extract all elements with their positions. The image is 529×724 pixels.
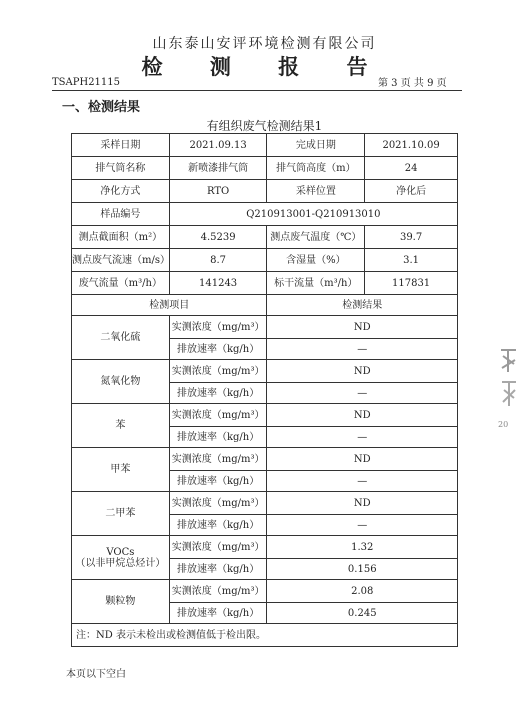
stack-height-label: 排气筒高度（m） [267,157,365,180]
conc-value: ND [267,360,458,383]
table-row [72,203,458,226]
rate-label: 排放速率（kg/h） [169,603,267,624]
conc-label: 实测浓度（mg/m³） [169,404,267,427]
rate-label: 排放速率（kg/h） [169,383,267,404]
moisture-value: 3.1 [365,249,458,272]
purify-label: 净化方式 [72,180,170,203]
start-date-label: 采样日期 [72,134,170,157]
area-value: 4.5239 [169,226,267,249]
position-label: 采样位置 [267,180,365,203]
document-number: TSAPH21115 [52,77,121,88]
rate-label: 排放速率（kg/h） [169,515,267,536]
seam-stamp-image [498,346,520,416]
stack-height-value: 24 [365,157,458,180]
table-row [72,360,458,383]
temp-label: 测点废气温度（℃） [267,226,365,249]
dry-flow-value: 117831 [365,272,458,295]
end-date-value: 2021.10.09 [365,134,458,157]
table-row [72,180,458,203]
conc-label: 实测浓度（mg/m³） [169,316,267,339]
conc-label: 实测浓度（mg/m³） [169,536,267,559]
table-row [72,134,458,157]
conc-value: ND [267,492,458,515]
section-title: 一、检测结果 [62,100,141,115]
results-table [71,133,458,647]
header-divider [52,90,462,91]
table-row [72,316,458,339]
table-row [72,404,458,427]
table-row [72,157,458,180]
table-note: 注：ND 表示未检出或检测值低于检出限。 [72,624,458,647]
conc-value: 1.32 [267,536,458,559]
conc-value: ND [267,316,458,339]
pollutant-name: 苯 [72,404,170,448]
moisture-label: 含湿量（%） [267,249,365,272]
table-row [72,580,458,603]
rate-label: 排放速率（kg/h） [169,559,267,580]
table-row [72,492,458,515]
conc-value: ND [267,448,458,471]
rate-value: — [267,471,458,492]
dry-flow-label: 标干流量（m³/h） [267,272,365,295]
report-title: 检 测 报 告 [141,54,388,79]
item-header: 检测项目 [72,295,267,316]
sample-no-label: 样品编号 [72,203,170,226]
pollutant-name-line1: VOCs [106,546,135,558]
end-date-label: 完成日期 [267,134,365,157]
result-header: 检测结果 [267,295,458,316]
company-name: 山东泰山安评环境检测有限公司 [152,36,377,52]
rate-value: — [267,383,458,404]
page-info: 第 3 页 共 9 页 [378,78,447,89]
table-row [72,624,458,647]
start-date-value: 2021.09.13 [169,134,267,157]
pollutant-name: 甲苯 [72,448,170,492]
table-title: 有组织废气检测结果1 [206,119,323,133]
pollutant-name: 二氧化硫 [72,316,170,360]
rate-label: 排放速率（kg/h） [169,427,267,448]
seam-stamp-number: 20 [498,420,509,429]
velocity-value: 8.7 [169,249,267,272]
flow-value: 141243 [169,272,267,295]
table-row [72,536,458,559]
pollutant-name: 颗粒物 [72,580,170,624]
purify-value: RTO [169,180,267,203]
conc-label: 实测浓度（mg/m³） [169,360,267,383]
stack-name-label: 排气筒名称 [72,157,170,180]
conc-value: ND [267,404,458,427]
flow-label: 废气流量（m³/h） [72,272,170,295]
rate-value: — [267,515,458,536]
rate-value: — [267,339,458,360]
velocity-label: 测点废气流速（m/s） [72,249,170,272]
area-label: 测点截面积（m²） [72,226,170,249]
conc-label: 实测浓度（mg/m³） [169,448,267,471]
conc-label: 实测浓度（mg/m³） [169,492,267,515]
footer-note: 本页以下空白 [66,669,126,680]
table-row [72,272,458,295]
conc-label: 实测浓度（mg/m³） [169,580,267,603]
table-row [72,226,458,249]
stack-name-value: 新喷漆排气筒 [169,157,267,180]
rate-label: 排放速率（kg/h） [169,471,267,492]
rate-value: — [267,427,458,448]
pollutant-name [72,536,170,580]
rate-value: 0.156 [267,559,458,580]
sample-no-value: Q210913001-Q210913010 [169,203,457,226]
rate-label: 排放速率（kg/h） [169,339,267,360]
pollutant-name: 氮氧化物 [72,360,170,404]
pollutant-name-line2: （以非甲烷总烃计） [75,557,166,569]
rate-value: 0.245 [267,603,458,624]
temp-value: 39.7 [365,226,458,249]
table-row [72,249,458,272]
table-row [72,448,458,471]
seam-stamp [498,346,520,436]
conc-value: 2.08 [267,580,458,603]
table-row [72,295,458,316]
position-value: 净化后 [365,180,458,203]
pollutant-name: 二甲苯 [72,492,170,536]
